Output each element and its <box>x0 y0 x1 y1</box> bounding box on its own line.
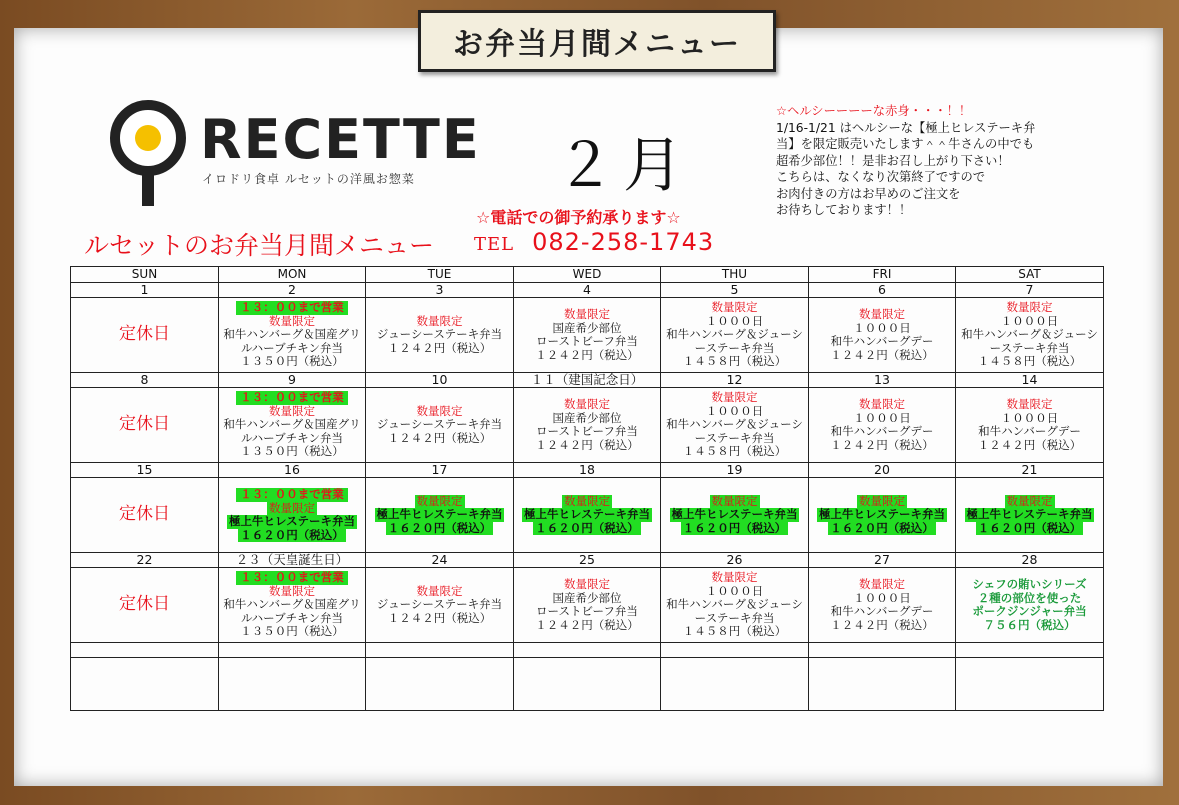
menu-line: 数量限定 <box>859 493 905 508</box>
menu-line: 数量限定 <box>269 500 315 515</box>
menu-line: １２４２円（税込） <box>830 437 934 452</box>
menu-line: ポークジンジャー弁当 <box>972 604 1087 618</box>
weekday-header-wed: WED <box>514 267 661 283</box>
empty-cell <box>956 643 1104 658</box>
menu-line: 定休日 <box>119 414 170 435</box>
menu-line: 数量限定 <box>711 493 758 508</box>
menu-line: 数量限定 <box>269 403 315 418</box>
date-number: 26 <box>661 553 809 568</box>
menu-cell <box>661 568 809 643</box>
empty-cell <box>809 643 956 658</box>
menu-line: 極上牛ヒレステーキ弁当 <box>671 507 798 522</box>
menu-cell <box>956 388 1104 463</box>
menu-line: 定休日 <box>119 504 170 525</box>
menu-line: 国産希少部位 <box>552 590 622 605</box>
empty-cell <box>366 658 514 711</box>
weekday-header-fri: FRI <box>809 267 956 283</box>
weekday-header-thu: THU <box>661 267 809 283</box>
menu-line: １２４２円（税込） <box>977 437 1082 452</box>
menu-cell <box>219 568 366 643</box>
menu-line: １４５８円（税込） <box>682 444 787 459</box>
empty-cell <box>219 643 366 658</box>
menu-line: ローストビーフ弁当 <box>536 334 638 348</box>
menu-line: １３５０円（税込） <box>240 624 344 639</box>
menu-line: 数量限定 <box>859 397 905 411</box>
date-number: 27 <box>809 553 956 568</box>
logo-text: RECETTE <box>200 108 481 171</box>
menu-line: シェフの賄いシリーズ <box>972 577 1087 591</box>
menu-line: １６２０円（税込） <box>682 520 787 535</box>
menu-line: １０００日 <box>705 583 764 598</box>
menu-line: １３５０円（税込） <box>240 444 344 459</box>
menu-line: 定休日 <box>119 594 170 615</box>
menu-line: １３：００まで営業 <box>236 301 348 315</box>
date-number: 15 <box>71 463 219 478</box>
menu-cell <box>809 568 956 643</box>
menu-line: 数量限定 <box>416 313 463 328</box>
menu-cell <box>366 568 514 643</box>
menu-line: １０００日 <box>853 410 911 425</box>
weekday-header-row <box>71 267 1104 283</box>
date-number: 22 <box>71 553 219 568</box>
menu-cell <box>71 568 219 643</box>
menu-line: 和牛ハンバーグデー <box>830 334 934 348</box>
date-number: 19 <box>661 463 809 478</box>
menu-line: 数量限定 <box>416 403 463 418</box>
menu-line: １２４２円（税込） <box>535 617 639 632</box>
date-number: 8 <box>71 373 219 388</box>
menu-cell <box>661 388 809 463</box>
menu-line: １０００日 <box>705 403 764 418</box>
menu-line: １２４２円（税込） <box>387 340 492 355</box>
menu-line: １０００日 <box>853 320 911 335</box>
menu-line: １６２０円（税込） <box>535 520 639 535</box>
menu-line: 和牛ハンバーグ＆国産グリルハーブチキン弁当 <box>223 327 361 355</box>
date-number: 14 <box>956 373 1104 388</box>
menu-line: 和牛ハンバーグ＆ジューシーステーキ弁当 <box>666 327 803 355</box>
menu-line: １２４２円（税込） <box>535 437 639 452</box>
menu-line: １０００日 <box>1000 410 1059 425</box>
date-number: 20 <box>809 463 956 478</box>
menu-line: 極上牛ヒレステーキ弁当 <box>376 507 503 522</box>
menu-line: 和牛ハンバーグデー <box>830 604 934 618</box>
menu-line: １２４２円（税込） <box>830 617 934 632</box>
menu-line: １０００日 <box>853 590 911 605</box>
date-number: 5 <box>661 283 809 298</box>
menu-cell <box>219 298 366 373</box>
menu-cell <box>219 478 366 553</box>
board-title: お弁当月間メニュー <box>453 27 741 62</box>
menu-cell <box>956 568 1104 643</box>
tel-number: 082-258-1743 <box>532 228 715 256</box>
menu-line: ジューシーステーキ弁当 <box>376 597 503 612</box>
date-number: 17 <box>366 463 514 478</box>
menu-cell <box>661 478 809 553</box>
menu-cell <box>809 388 956 463</box>
menu-line: １２４２円（税込） <box>387 430 492 445</box>
notice-line: お肉付きの方はお早めのご注文を <box>776 186 961 201</box>
tel-label: TEL <box>474 234 515 255</box>
calendar-table <box>70 266 1104 711</box>
menu-line: ジューシーステーキ弁当 <box>376 417 503 432</box>
content-row <box>71 478 1104 553</box>
date-number: 28 <box>956 553 1104 568</box>
notice-line: こちらは、なくなり次第終了ですので <box>776 170 986 184</box>
menu-line: １６２０円（税込） <box>830 520 934 535</box>
menu-line: 数量限定 <box>564 307 610 321</box>
date-number: 21 <box>956 463 1104 478</box>
menu-line: １２４２円（税込） <box>830 347 934 362</box>
weekday-header-sun: SUN <box>71 267 219 283</box>
menu-line: １３：００まで営業 <box>236 571 348 585</box>
date-number: 16 <box>219 463 366 478</box>
menu-line: 数量限定 <box>1006 493 1053 508</box>
menu-cell <box>366 388 514 463</box>
menu-cell <box>71 478 219 553</box>
menu-line: 極上牛ヒレステーキ弁当 <box>966 507 1093 522</box>
menu-line: １６２０円（税込） <box>977 520 1082 535</box>
menu-cell <box>366 478 514 553</box>
menu-cell <box>956 298 1104 373</box>
menu-cell <box>514 478 661 553</box>
empty-cell <box>219 658 366 711</box>
date-number: 1 <box>71 283 219 298</box>
menu-line: 数量限定 <box>416 493 463 508</box>
menu-line: ローストビーフ弁当 <box>536 604 638 618</box>
date-row <box>71 553 1104 568</box>
title-plate <box>418 10 776 72</box>
menu-line: ７５６円（税込） <box>983 617 1076 632</box>
menu-line: 和牛ハンバーグ＆国産グリルハーブチキン弁当 <box>223 417 361 445</box>
notice-headline: ☆ヘルシーーーーな赤身・・・！！ <box>776 104 972 118</box>
menu-line: １４５８円（税込） <box>682 354 787 369</box>
content-row <box>71 388 1104 463</box>
menu-line: 極上牛ヒレステーキ弁当 <box>229 514 355 528</box>
menu-cell <box>71 388 219 463</box>
menu-cell <box>809 298 956 373</box>
notice-text <box>776 103 1038 219</box>
menu-line: １４５８円（税込） <box>977 354 1082 369</box>
menu-line: 和牛ハンバーグ＆ジューシーステーキ弁当 <box>666 417 803 445</box>
logo-tagline: イロドリ食卓 ルセットの洋風お惣菜 <box>202 172 415 186</box>
date-number: １１（建国記念日） <box>514 373 661 388</box>
weekday-header-sat: SAT <box>956 267 1104 283</box>
date-row <box>71 373 1104 388</box>
date-row <box>71 463 1104 478</box>
menu-line: １６２０円（税込） <box>240 527 344 542</box>
menu-line: 数量限定 <box>1006 300 1053 315</box>
menu-line: １０００日 <box>1000 313 1059 328</box>
menu-line: 数量限定 <box>711 300 758 315</box>
calendar-body <box>71 283 1104 711</box>
menu-line: 数量限定 <box>416 583 463 598</box>
date-number: ２３（天皇誕生日） <box>219 553 366 568</box>
menu-line: ローストビーフ弁当 <box>536 424 638 438</box>
menu-line: 数量限定 <box>564 397 610 411</box>
menu-line: 国産希少部位 <box>552 320 622 335</box>
weekday-header-mon: MON <box>219 267 366 283</box>
empty-cell <box>661 643 809 658</box>
menu-line: 数量限定 <box>859 307 905 321</box>
menu-line: 和牛ハンバーグ＆国産グリルハーブチキン弁当 <box>223 597 361 625</box>
date-number: 4 <box>514 283 661 298</box>
date-number: 9 <box>219 373 366 388</box>
menu-line: 極上牛ヒレステーキ弁当 <box>819 507 945 522</box>
menu-line: 数量限定 <box>711 390 758 405</box>
menu-line: ２種の部位を使った <box>977 590 1082 605</box>
menu-line: １３５０円（税込） <box>240 354 344 369</box>
empty-row <box>71 658 1104 711</box>
menu-line: １０００日 <box>705 313 764 328</box>
content-row <box>71 568 1104 643</box>
date-number: 3 <box>366 283 514 298</box>
date-number: 10 <box>366 373 514 388</box>
menu-line: １６２０円（税込） <box>387 520 492 535</box>
menu-cell <box>514 388 661 463</box>
menu-line: １３：００まで営業 <box>236 488 348 502</box>
menu-line: １４５８円（税込） <box>682 624 787 639</box>
empty-cell <box>366 643 514 658</box>
notice-line: お待ちしております！！ <box>776 203 912 217</box>
menu-cell <box>809 478 956 553</box>
menu-cell <box>219 388 366 463</box>
menu-line: 和牛ハンバーグ＆ジューシーステーキ弁当 <box>961 327 1098 355</box>
menu-line: 国産希少部位 <box>552 410 622 425</box>
menu-cell <box>366 298 514 373</box>
phone-number <box>474 228 714 256</box>
date-number: 13 <box>809 373 956 388</box>
menu-line: 定休日 <box>119 324 170 345</box>
empty-cell <box>71 658 219 711</box>
notice-line: 1/16-1/21 はヘルシーな【極上ヒレステーキ弁当】を限定販売いたします＾＾牛さんの中でも超希少部位！！是非お召し上がり下さい！ <box>776 120 1036 168</box>
menu-line: 和牛ハンバーグ＆ジューシーステーキ弁当 <box>666 597 803 625</box>
menu-subtitle: ルセットのお弁当月間メニュー <box>84 231 435 260</box>
menu-line: 数量限定 <box>564 493 610 508</box>
date-number: 2 <box>219 283 366 298</box>
date-number: 7 <box>956 283 1104 298</box>
menu-cell <box>71 298 219 373</box>
date-number: 12 <box>661 373 809 388</box>
menu-line: 数量限定 <box>859 577 905 591</box>
empty-row <box>71 643 1104 658</box>
date-number: 6 <box>809 283 956 298</box>
menu-line: ジューシーステーキ弁当 <box>376 327 503 342</box>
content-row <box>71 298 1104 373</box>
date-row <box>71 283 1104 298</box>
menu-line: 数量限定 <box>269 313 315 328</box>
menu-cell <box>661 298 809 373</box>
empty-cell <box>809 658 956 711</box>
empty-cell <box>956 658 1104 711</box>
empty-cell <box>514 658 661 711</box>
month-title: ２月 <box>555 131 691 201</box>
menu-line: 数量限定 <box>269 583 315 598</box>
menu-line: 和牛ハンバーグデー <box>978 424 1081 438</box>
weekday-header-tue: TUE <box>366 267 514 283</box>
date-number: 18 <box>514 463 661 478</box>
menu-cell <box>956 478 1104 553</box>
empty-cell <box>661 658 809 711</box>
frying-pan-logo-icon <box>108 98 188 208</box>
menu-cell <box>514 568 661 643</box>
menu-cell <box>514 298 661 373</box>
menu-line: 数量限定 <box>564 577 610 591</box>
date-number: 25 <box>514 553 661 568</box>
menu-line: 数量限定 <box>711 570 758 585</box>
empty-cell <box>514 643 661 658</box>
menu-line: 極上牛ヒレステーキ弁当 <box>524 507 650 522</box>
menu-line: 数量限定 <box>1006 397 1053 411</box>
date-number: 24 <box>366 553 514 568</box>
menu-line: １３：００まで営業 <box>236 391 348 405</box>
menu-line: 和牛ハンバーグデー <box>830 424 934 438</box>
empty-cell <box>71 643 219 658</box>
reservation-note: ☆電話での御予約承ります☆ <box>476 208 681 227</box>
menu-line: １２４２円（税込） <box>535 347 639 362</box>
menu-line: １２４２円（税込） <box>387 610 492 625</box>
